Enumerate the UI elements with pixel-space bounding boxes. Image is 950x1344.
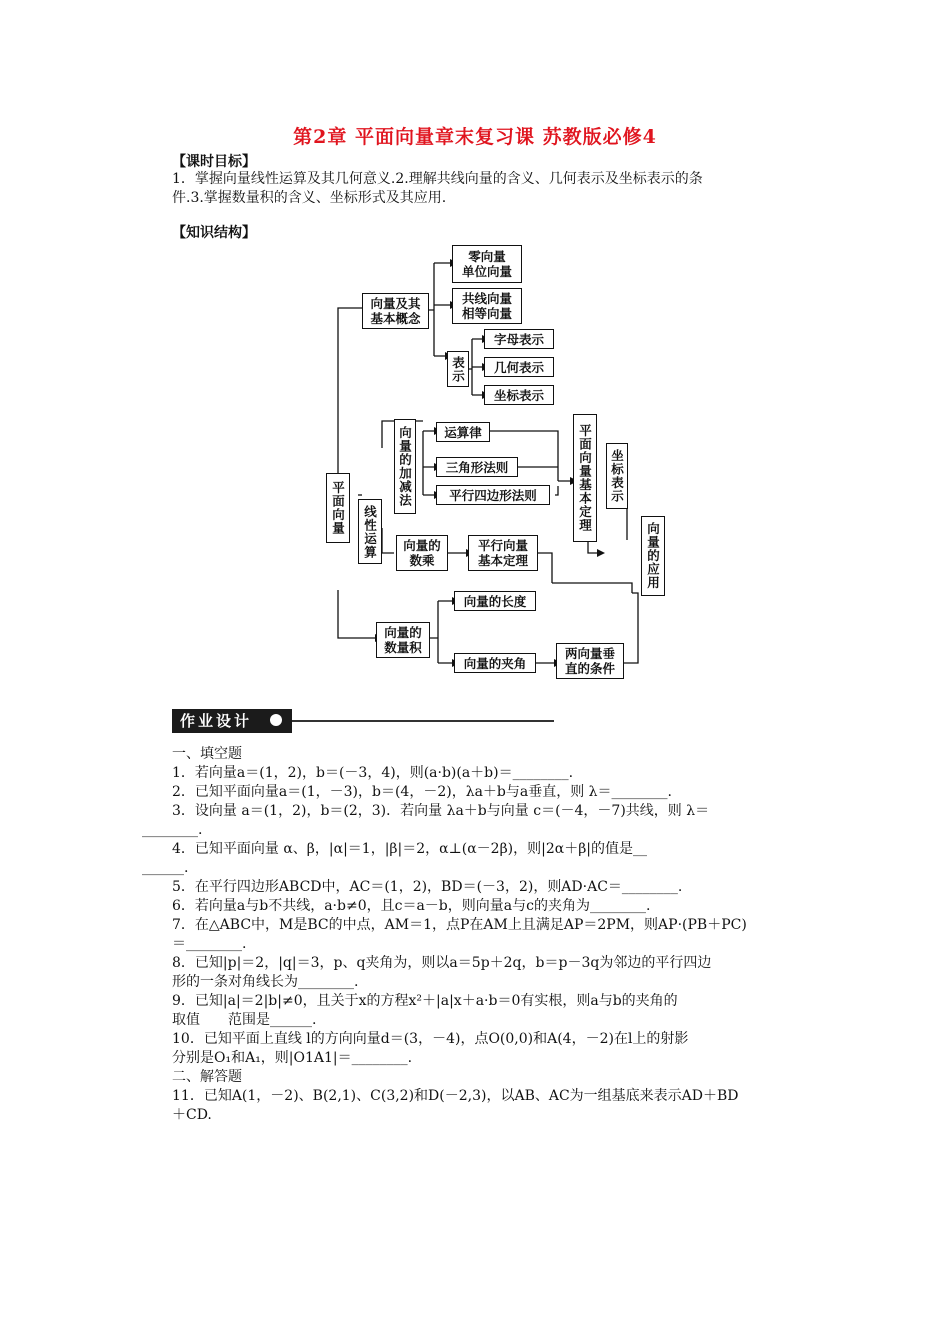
collinear-equal-box — [452, 288, 522, 324]
box-label: 单位向量 — [461, 264, 512, 279]
exercise-line: 8．已知|p|＝2，|q|＝3，p、q夹角为，则以a＝5p＋2q，b＝p－3q为邻边的平行四边 — [172, 955, 712, 971]
law-box: 运算律 — [436, 422, 490, 442]
exercise-line: 5．在平行四边形ABCD中，AC＝(1，2)，BD＝(－3，2)，则AD·AC＝________. — [172, 879, 683, 895]
scalar-mul-box — [396, 535, 448, 571]
exercise-line: 4．已知平面向量 α、β，|α|＝1，|β|＝2，α⊥(α－2β)，则|2α＋β|的值是__ — [172, 841, 648, 857]
geometric-rep-box: 几何表示 — [484, 357, 554, 377]
structure-heading: 【知识结构】 — [172, 225, 256, 241]
exercise-line: ________. — [142, 822, 203, 838]
exercise-line: 9．已知|a|＝2|b|≠0，且关于x的方程x²＋|a|x＋a·b＝0有实根，则a与b的夹角的 — [172, 993, 678, 1009]
box-label: 基本概念 — [370, 311, 421, 326]
box-label: 向量的 — [403, 538, 441, 553]
goals-line: 1．掌握向量线性运算及其几何意义.2.理解共线向量的含义、几何表示及坐标表示的条 — [172, 171, 703, 187]
application-box: 向量的应用 — [641, 516, 665, 596]
exercise-line: 2．已知平面向量a＝(1，－3)，b＝(4，－2)，λa＋b与a垂直，则 λ＝________. — [172, 784, 672, 800]
exercise-line: 取值 范围是______. — [172, 1012, 317, 1028]
linear-op-box: 线性运算 — [358, 499, 382, 564]
exercise-line: 7．在△ABC中，M是BC的中点，AM＝1，点P在AM上且满足AP＝2PM，则AP·(PB＋PC) — [172, 917, 747, 933]
exercise-line: 11．已知A(1，－2)、B(2,1)、C(3,2)和D(－2,3)，以AB、AC为一组基底来表示AD＋BD — [172, 1088, 739, 1104]
box-label: 共线向量 — [461, 291, 512, 306]
goals-heading: 【课时目标】 — [172, 154, 256, 170]
box-label: 基本定理 — [477, 553, 528, 568]
exercise-line: 10．已知平面上直线 l的方向向量d＝(3，－4)，点O(0,0)和A(4，－2)在l上的射影 — [172, 1031, 689, 1047]
box-label: 两向量垂 — [564, 646, 615, 661]
section-heading: 一、填空题 — [172, 746, 242, 762]
exercise-line: 6．若向量a与b不共线，a·b≠0，且c＝a－b，则向量a与c的夹角为________. — [172, 898, 651, 914]
plane-vector-box: 平面向量 — [326, 473, 350, 543]
box-label: 相等向量 — [461, 306, 512, 321]
coord-box: 坐标表示 — [606, 443, 628, 509]
banner-rule — [292, 720, 554, 722]
exercise-line: ______. — [142, 860, 189, 876]
exercise-line: 1．若向量a＝(1，2)，b＝(－3，4)，则(a·b)(a＋b)＝________. — [172, 765, 574, 781]
exercise-line: 形的一条对角线长为________. — [172, 974, 359, 990]
exercise-line: ＋CD. — [172, 1107, 212, 1123]
basic-theorem-box: 平面向量基本定理 — [573, 414, 597, 542]
exercise-line: ＝________. — [172, 936, 247, 952]
exercise-line: 3．设向量 a＝(1，2)，b＝(2，3)．若向量 λa＋b与向量 c＝(－4，－7)共线，则 λ＝ — [172, 803, 710, 819]
letter-rep-box: 字母表示 — [484, 329, 554, 349]
triangle-rule-box: 三角形法则 — [436, 457, 518, 477]
length-box: 向量的长度 — [454, 591, 536, 611]
box-label: 向量及其 — [370, 296, 421, 311]
angle-box: 向量的夹角 — [454, 653, 536, 673]
zero-unit-vector-box — [452, 245, 522, 283]
parallelogram-rule-box: 平行四边形法则 — [436, 485, 550, 505]
box-label: 数量积 — [384, 640, 422, 655]
section-heading: 二、解答题 — [172, 1069, 242, 1085]
page-title: 第2章 平面向量章末复习课 苏教版必修4 — [293, 126, 657, 148]
box-label: 平行向量 — [477, 538, 528, 553]
coord-rep-box: 坐标表示 — [484, 385, 554, 405]
banner-dot-icon — [270, 714, 282, 726]
box-label: 数乘 — [409, 553, 435, 568]
knowledge-structure-diagram — [320, 238, 661, 683]
box-label: 零向量 — [468, 249, 506, 264]
goals-line: 件.3.掌握数量积的含义、坐标形式及其应用. — [172, 190, 447, 206]
perpendicular-condition-box — [556, 643, 624, 679]
homework-label: 作业设计 — [180, 712, 253, 730]
exercise-line: 分别是O₁和A₁，则|O1A1|＝________. — [172, 1050, 413, 1066]
dot-product-box — [376, 622, 430, 658]
concept-box — [362, 293, 429, 329]
exercise-list — [142, 745, 812, 1125]
box-label: 直的条件 — [564, 661, 615, 676]
represent-box: 表示 — [447, 351, 469, 387]
box-label: 向量的 — [384, 625, 422, 640]
parallel-theorem-box — [468, 535, 538, 571]
add-sub-box: 向量的加减法 — [394, 419, 416, 514]
goals-text — [172, 170, 812, 208]
